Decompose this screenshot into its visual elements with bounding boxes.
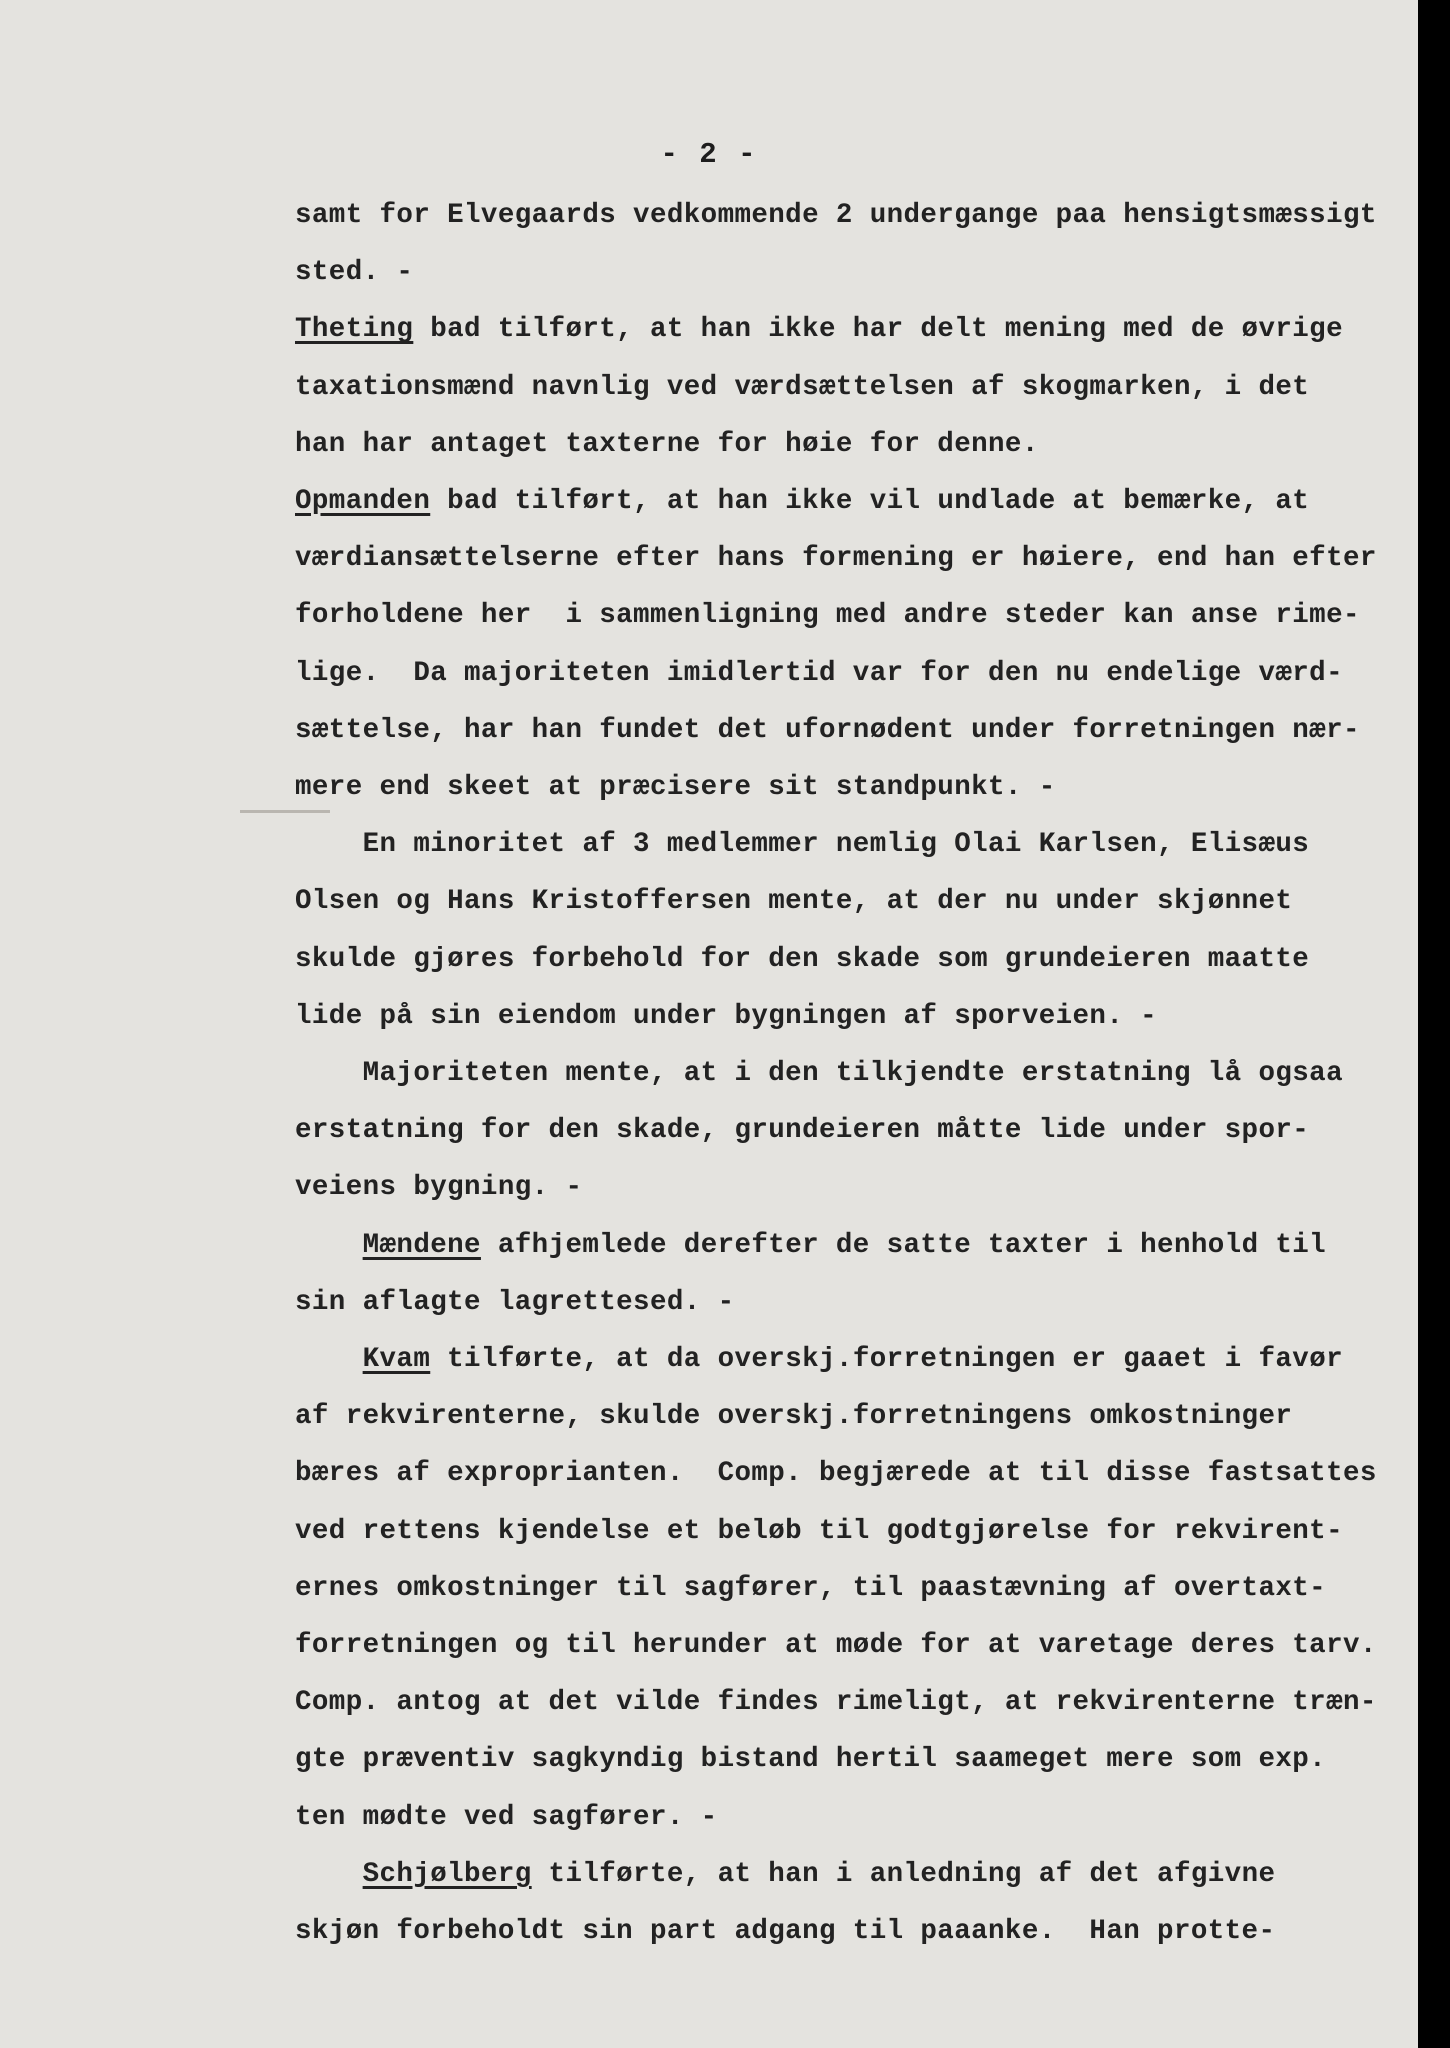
text-segment: bæres af exproprianten. Comp. begjærede at til disse fastsattes <box>295 1458 1377 1490</box>
text-segment: tilførte, at da overskj.forretningen er gaaet i favør <box>430 1344 1343 1375</box>
text-line <box>295 1401 1292 1432</box>
text-line <box>295 429 1039 460</box>
text-line <box>295 486 1309 517</box>
text-line <box>295 1859 1275 1890</box>
text-segment: han har antaget taxterne for høie for denne. <box>295 428 1039 460</box>
text-line <box>295 543 1377 574</box>
text-line <box>295 1001 1157 1032</box>
speaker-name: Mændene <box>362 1229 481 1261</box>
text-segment <box>295 1230 363 1261</box>
text-line <box>295 658 1343 689</box>
page-number: - 2 - <box>660 138 758 171</box>
text-segment: Olsen og Hans Kristoffersen mente, at der nu under skjønnet <box>295 886 1293 918</box>
text-segment: skjøn forbeholdt sin part adgang til paaanke. Han protte- <box>295 1916 1276 1947</box>
text-line <box>295 1802 718 1833</box>
text-segment: bad tilført, at han ikke vil undlade at bemærke, at <box>430 486 1310 517</box>
text-segment: værdiansættelserne efter hans formening er høiere, end han efter <box>295 543 1377 575</box>
text-line <box>295 1516 1343 1547</box>
text-segment: sin aflagte lagrettesed. - <box>295 1286 735 1318</box>
text-segment: ten mødte ved sagfører. - <box>295 1801 718 1833</box>
text-line <box>295 1344 1343 1375</box>
text-line <box>295 257 413 288</box>
text-line <box>295 1287 734 1318</box>
text-segment: forretningen og til herunder at møde for at varetage deres tarv. <box>295 1630 1377 1661</box>
text-segment: ved rettens kjendelse et beløb til godtgjørelse for rekvirent- <box>295 1515 1343 1547</box>
text-line <box>295 1172 582 1203</box>
text-line <box>295 1115 1309 1146</box>
text-segment: taxationsmænd navnlig ved værdsættelsen af skogmarken, i det <box>295 371 1310 403</box>
text-line <box>295 1916 1275 1947</box>
text-line <box>295 1058 1343 1089</box>
speaker-name: Schjølberg <box>362 1858 532 1890</box>
margin-mark <box>240 810 330 813</box>
text-line <box>295 314 1343 345</box>
text-line <box>295 1458 1377 1489</box>
text-line <box>295 200 1377 231</box>
text-line <box>295 1230 1326 1261</box>
text-segment: sættelse, har han fundet det ufornødent under forretningen nær- <box>295 714 1360 746</box>
text-line <box>295 829 1309 860</box>
text-line <box>295 1573 1326 1604</box>
text-segment: skulde gjøres forbehold for den skade som grundeieren maatte <box>295 943 1310 975</box>
text-segment: En minoritet af 3 medlemmer nemlig Olai Karlsen, Elisæus <box>295 829 1310 861</box>
text-line <box>295 600 1360 631</box>
text-segment <box>295 1344 363 1375</box>
speaker-name: Theting <box>295 314 414 346</box>
text-segment: forholdene her i sammenligning med andre steder kan anse rime- <box>295 600 1360 632</box>
text-line <box>295 1744 1326 1775</box>
text-line <box>295 772 1056 803</box>
text-segment: Comp. antog at det vilde findes rimeligt, at rekvirenterne træn- <box>295 1687 1377 1719</box>
text-segment: bad tilført, at han ikke har delt mening med de øvrige <box>413 314 1343 346</box>
text-segment: lide på sin eiendom under bygningen af sporveien. - <box>295 1000 1158 1032</box>
text-segment: afhjemlede derefter de satte taxter i henhold til <box>480 1229 1327 1261</box>
text-segment: mere end skeet at præcisere sit standpunkt. - <box>295 772 1056 803</box>
text-line <box>295 372 1309 403</box>
text-segment: erstatning for den skade, grundeieren måtte lide under spor- <box>295 1115 1310 1147</box>
text-segment <box>295 1859 363 1890</box>
text-segment: sted. - <box>295 257 414 289</box>
text-segment: samt for Elvegaards vedkommende 2 undergange paa hensigtsmæssigt <box>295 200 1377 231</box>
text-segment: lige. Da majoriteten imidlertid var for den nu endelige værd- <box>295 657 1343 689</box>
text-segment: ernes omkostninger til sagfører, til paastævning af overtaxt- <box>295 1572 1327 1604</box>
text-line <box>295 1630 1377 1661</box>
text-line <box>295 715 1360 746</box>
text-segment: tilførte, at han i anledning af det afgivne <box>531 1858 1276 1890</box>
text-segment: Majoriteten mente, at i den tilkjendte erstatning lå ogsaa <box>295 1058 1343 1089</box>
text-segment: gte præventiv sagkyndig bistand hertil saameget mere som exp. <box>295 1744 1327 1776</box>
speaker-name: Opmanden <box>295 486 431 517</box>
speaker-name: Kvam <box>362 1344 431 1375</box>
text-segment: af rekvirenterne, skulde overskj.forretningens omkostninger <box>295 1401 1293 1433</box>
text-segment: veiens bygning. - <box>295 1172 583 1204</box>
text-line <box>295 886 1292 917</box>
text-line <box>295 944 1309 975</box>
text-line <box>295 1687 1377 1718</box>
